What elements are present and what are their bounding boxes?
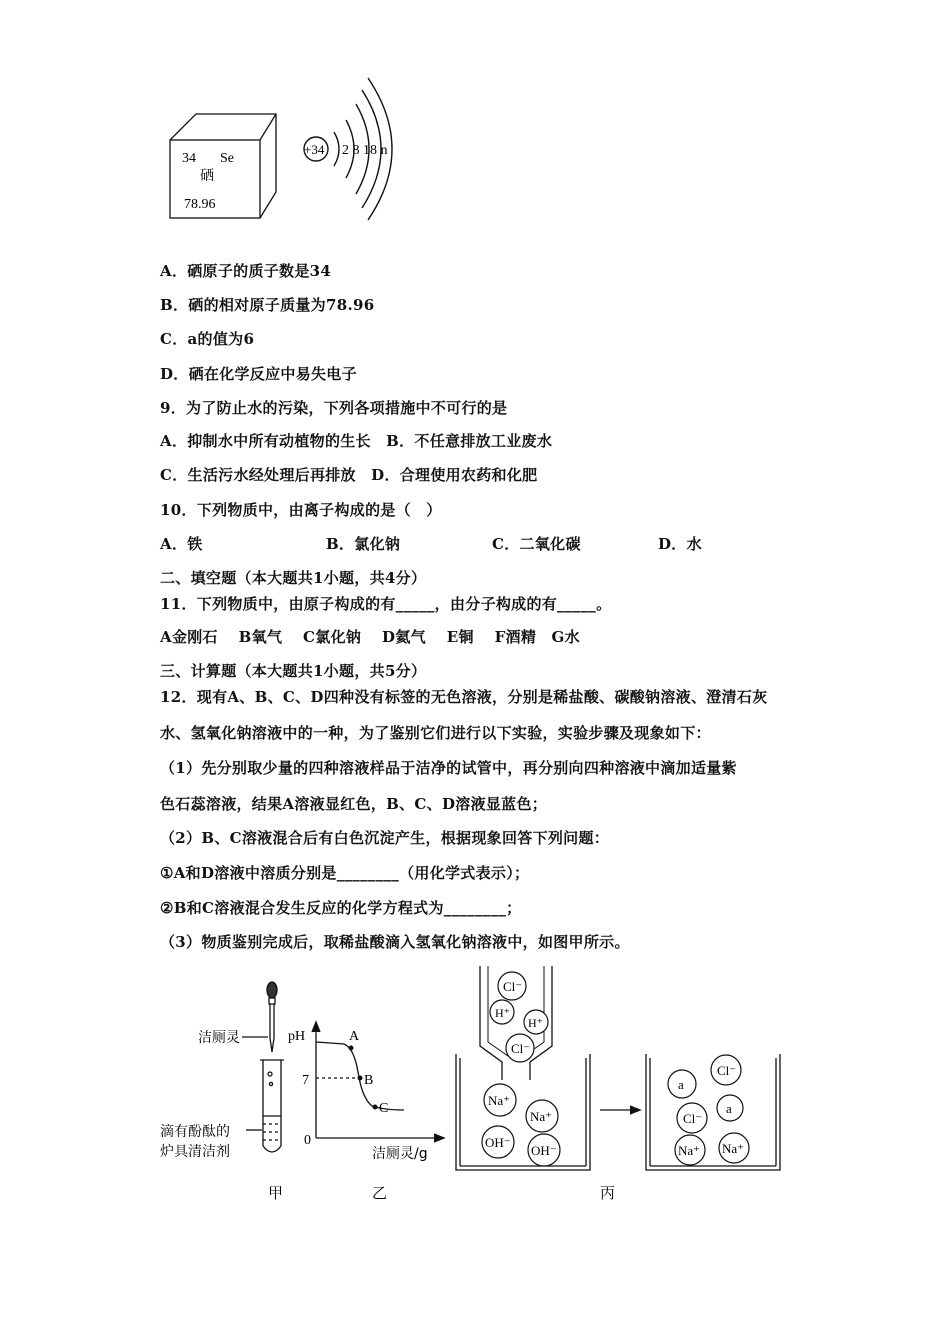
q10-options xyxy=(160,533,702,554)
shell-electrons: 2 8 18 n xyxy=(342,143,388,158)
q8-option-a: A．硒原子的质子数是34 xyxy=(160,262,332,280)
q8-option-d: D．硒在化学反应中易失电子 xyxy=(160,365,357,383)
point-b-label: B xyxy=(364,1073,374,1088)
yi-ph-graph xyxy=(312,1022,444,1142)
section-3-heading: 三、计算题（本大题共1小题，共5分） xyxy=(160,662,427,680)
q12-line-2: 水、氢氧化钠溶液中的一种，为了鉴别它们进行以下实验，实验步骤及现象如下： xyxy=(160,724,711,742)
element-symbol: Se xyxy=(220,151,234,166)
nucleus-charge: +34 xyxy=(304,142,325,157)
element-number: 34 xyxy=(182,151,196,166)
dropper-label: 洁厕灵 xyxy=(198,1030,240,1046)
element-name: 硒 xyxy=(200,168,214,184)
drop-ion-h-2: H⁺ xyxy=(528,1016,543,1030)
q11-options: A金刚石 B氧气 C氯化钠 D氦气 E铜 F酒精 G水 xyxy=(160,628,580,646)
q11-stem: 11．下列物质中，由原子构成的有_____，由分子构成的有_____。 xyxy=(160,595,612,613)
element-mass: 78.96 xyxy=(184,197,216,212)
point-c-label: C xyxy=(379,1101,389,1116)
q12-line-1: 12．现有A、B、C、D四种没有标签的无色溶液，分别是稀盐酸、碳酸钠溶液、澄清石灰 xyxy=(160,688,768,706)
point-b-marker xyxy=(358,1076,363,1081)
point-c-marker xyxy=(373,1105,378,1110)
q12-line-7: ②B和C溶液混合发生反应的化学方程式为________； xyxy=(160,899,522,917)
drop-ion-cl-2: Cl⁻ xyxy=(511,1041,531,1056)
drop-ion-cl-1: Cl⁻ xyxy=(503,979,523,994)
drop-ion-circles xyxy=(482,972,749,1166)
q12-line-5: （2）B、C溶液混合后有白色沉淀产生，根据现象回答下列问题： xyxy=(160,829,610,847)
beaker2-particle-a-1: a xyxy=(678,1077,684,1092)
tube-label-line1: 滴有酚酞的 xyxy=(160,1124,230,1140)
q9-stem: 9．为了防止水的污染，下列各项措施中不可行的是 xyxy=(160,399,508,417)
tube-label-line2: 炉具清洁剂 xyxy=(160,1144,230,1160)
beaker1-ion-na-1: Na⁺ xyxy=(488,1093,511,1108)
beaker1-ion-na-2: Na⁺ xyxy=(530,1109,553,1124)
beaker1-ion-oh-1: OH⁻ xyxy=(485,1135,511,1150)
q9-options-row2: C．生活污水经处理后再排放 D．合理使用农药和化肥 xyxy=(160,466,538,484)
q10-option-c: C．二氧化碳 xyxy=(492,535,581,553)
beaker2-ion-cl-1: Cl⁻ xyxy=(717,1063,737,1078)
q12-line-6: ①A和D溶液中溶质分别是________（用化学式表示）； xyxy=(160,864,530,882)
q10-option-b: B．氯化钠 xyxy=(326,535,401,553)
beaker1-ion-oh-2: OH⁻ xyxy=(531,1143,557,1158)
point-a-label: A xyxy=(349,1029,360,1044)
q12-line-4: 色石蕊溶液，结果A溶液显红色，B、C、D溶液显蓝色； xyxy=(160,795,548,813)
section-2-heading: 二、填空题（本大题共1小题，共4分） xyxy=(160,569,427,587)
origin-zero: 0 xyxy=(304,1133,311,1148)
q12-line-3: （1）先分别取少量的四种溶液样品于洁净的试管中，再分别向四种溶液中滴加适量紫 xyxy=(160,759,737,777)
q8-option-b: B．硒的相对原子质量为78.96 xyxy=(160,296,375,314)
caption-jia: 甲 xyxy=(268,1184,284,1202)
drop-ion-h-1: H⁺ xyxy=(495,1006,510,1020)
jia-diagram xyxy=(242,982,284,1152)
caption-yi: 乙 xyxy=(372,1184,388,1202)
caption-bing: 丙 xyxy=(600,1184,616,1202)
q10-option-a: A．铁 xyxy=(160,535,203,553)
neutralization-figure xyxy=(150,960,790,1210)
beaker2-ion-na-2: Na⁺ xyxy=(722,1141,745,1156)
beaker2-ion-cl-2: Cl⁻ xyxy=(683,1111,703,1126)
x-axis-label: 洁厕灵/g xyxy=(372,1146,428,1162)
beaker2-particle-a-2: a xyxy=(726,1101,732,1116)
point-a-marker xyxy=(349,1046,354,1051)
ph-seven-tick: 7 xyxy=(302,1073,309,1088)
q9-options-row1: A．抑制水中所有动植物的生长 B．不任意排放工业废水 xyxy=(160,432,553,450)
ph-axis-label: pH xyxy=(288,1029,306,1044)
selenium-figure xyxy=(160,70,420,230)
q10-option-d: D．水 xyxy=(658,535,702,553)
q8-option-c: C．a的值为6 xyxy=(160,330,255,348)
q12-line-8: （3）物质鉴别完成后，取稀盐酸滴入氢氧化钠溶液中，如图甲所示。 xyxy=(160,933,630,951)
beaker2-ion-na-1: Na⁺ xyxy=(678,1143,701,1158)
q10-stem: 10．下列物质中，由离子构成的是（ ） xyxy=(160,501,442,519)
